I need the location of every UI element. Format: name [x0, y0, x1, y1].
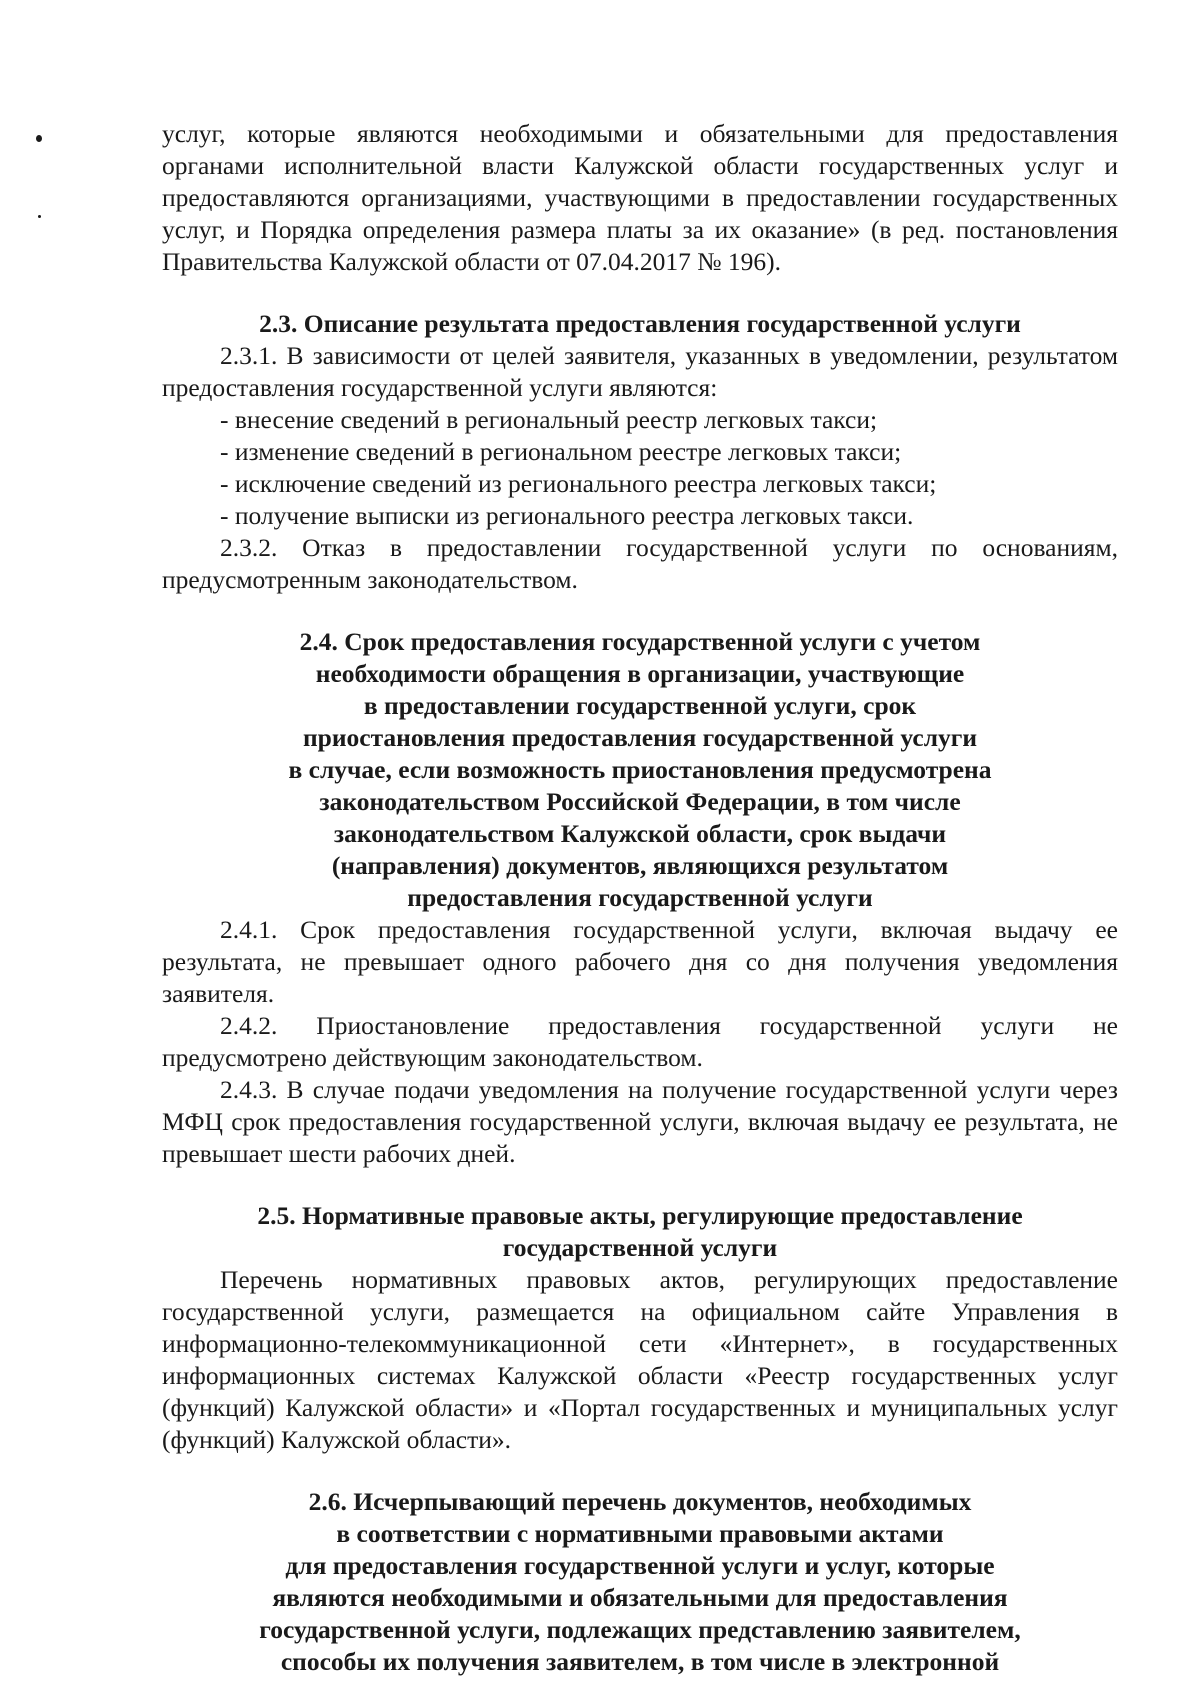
- section-2-3-1-paragraph: 2.3.1. В зависимости от целей заявителя, указанных в уведомлении, результатом предоставления государственной услуги являются:: [162, 341, 1118, 402]
- document-page: [162, 118, 1118, 1678]
- heading-line: способы их получения заявителем, в том числе в электронной: [280, 1647, 1000, 1676]
- heading-line: приостановления предоставления государственной услуги: [302, 723, 978, 752]
- heading-line: законодательством Российской Федерации, в том числе: [319, 787, 961, 816]
- heading-line: законодательством Калужской области, срок выдачи: [333, 819, 947, 848]
- spacer: [162, 278, 1118, 308]
- heading-line: являются необходимыми и обязательными для предоставления: [272, 1583, 1008, 1612]
- section-2-4-1-paragraph: 2.4.1. Срок предоставления государственной услуги, включая выдачу ее результата, не превышает одного рабочего дня со дня получения уведомления заявителя.: [162, 915, 1118, 1008]
- heading-line: в случае, если возможность приостановления предусмотрена: [288, 755, 992, 784]
- heading-line: в соответствии с нормативными правовыми актами: [336, 1519, 944, 1548]
- section-2-4-2-paragraph: 2.4.2. Приостановление предоставления государственной услуги не предусмотрено действующим законодательством.: [162, 1011, 1118, 1072]
- heading-line: для предоставления государственной услуги и услуг, которые: [285, 1551, 995, 1580]
- scan-speck-mark: [36, 135, 42, 142]
- heading-line: предоставления государственной услуги: [407, 883, 873, 912]
- spacer: [162, 1456, 1118, 1486]
- heading-line: государственной услуги: [502, 1233, 778, 1262]
- heading-line: (направления) документов, являющихся результатом: [331, 851, 949, 880]
- section-2-3-heading: 2.3. Описание результата предоставления государственной услуги: [259, 309, 1021, 338]
- section-2-5-paragraph: Перечень нормативных правовых актов, регулирующих предоставление государственной услуги, размещается на официальном сайте Управления в информационно-телекоммуникационной сети «Интернет», в государственных информационных системах Калужской области «Реестр государственных услуг (функций) Калужской области» и «Портал государственных и муниципальных услуг (функций) Калужской области».: [162, 1265, 1118, 1454]
- heading-line: 2.4. Срок предоставления государственной услуги с учетом: [299, 627, 981, 656]
- section-2-3-2-paragraph: 2.3.2. Отказ в предоставлении государственной услуги по основаниям, предусмотренным законодательством.: [162, 533, 1118, 594]
- result-list-item: - исключение сведений из регионального реестра легковых такси;: [220, 469, 937, 498]
- section-2-6-heading: [162, 1486, 1118, 1678]
- section-2-5-heading: [162, 1200, 1118, 1264]
- spacer: [162, 1170, 1118, 1200]
- section-2-4-3-paragraph: 2.4.3. В случае подачи уведомления на получение государственной услуги через МФЦ срок предоставления государственной услуги, включая выдачу ее результата, не превышает шести рабочих дней.: [162, 1075, 1118, 1168]
- heading-line: необходимости обращения в организации, участвующие: [315, 659, 965, 688]
- heading-line: в предоставлении государственной услуги, срок: [363, 691, 917, 720]
- section-2-4-heading: [162, 626, 1118, 914]
- heading-line: государственной услуги, подлежащих представлению заявителем,: [259, 1615, 1021, 1644]
- intro-paragraph: услуг, которые являются необходимыми и обязательными для предоставления органами исполнительной власти Калужской области государственных услуг и предоставляются организациями, участвующими в предоставлении государственных услуг, и Порядка определения размера платы за их оказание» (в ред. постановления Правительства Калужской области от 07.04.2017 № 196).: [162, 119, 1118, 276]
- heading-line: 2.6. Исчерпывающий перечень документов, необходимых: [308, 1487, 972, 1516]
- spacer: [162, 596, 1118, 626]
- result-list-item: - получение выписки из регионального реестра легковых такси.: [220, 501, 914, 530]
- scan-speck-mark: [38, 215, 41, 218]
- result-list-item: - изменение сведений в региональном реестре легковых такси;: [220, 437, 902, 466]
- heading-line: 2.5. Нормативные правовые акты, регулирующие предоставление: [257, 1201, 1023, 1230]
- result-list-item: - внесение сведений в региональный реестр легковых такси;: [220, 405, 878, 434]
